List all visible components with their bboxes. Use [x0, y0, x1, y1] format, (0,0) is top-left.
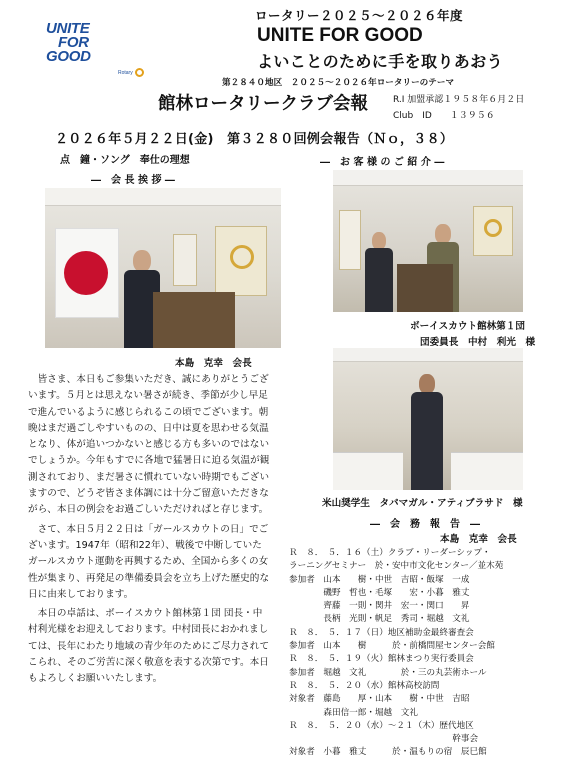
report-line: 幹事会	[289, 734, 479, 745]
lectern	[153, 292, 235, 348]
member-figure	[363, 232, 395, 312]
theme-english: UNITE FOR GOOD	[257, 25, 423, 46]
report-line: 参加者 堀越 文礼 於・三の丸芸術ホール	[289, 667, 487, 678]
report-line: 対象者 小暮 雅丈 於・温もりの宿 辰巳館	[289, 747, 487, 758]
district-theme: 第２８４０地区 ２０２５～２０２６年ロータリーのテーマ	[222, 78, 455, 88]
report-title: ２０２６年５月２２日(金) 第３２８０回例会報告（Ｎｏ，３８）	[55, 132, 454, 147]
greeting-paragraph-3: 本日の卓話は、ボーイスカウト館林第１団 団長・中村利光様をお迎えしております。中村団長におかれましては、長年にわたり地域の青少年のためにご尽力されてこられ、そのご労苦に深く敬意を表する次第です。本日もよろしくお願いいたします。	[28, 608, 270, 685]
guest-photo-1	[333, 170, 523, 312]
report-line: 齊藤 一則・関井 宏一・関口 昇	[289, 601, 470, 612]
rotary-flag	[215, 226, 267, 296]
report-line: 対象者 藤島 厚・山本 樹・中世 吉昭	[289, 694, 470, 705]
rotary-mark	[118, 68, 144, 77]
club-id: Club ID １３９５６	[393, 111, 495, 121]
table-left	[333, 452, 403, 490]
report-line: 長柄 光則・帆足 秀司・堀越 文礼	[289, 614, 470, 625]
rotary-wheel-icon	[135, 68, 144, 77]
business-report-list	[289, 547, 571, 760]
report-line: Ｒ ８． ５．１７（日）地区補助金最終審査会	[289, 627, 474, 638]
ri-approval: R.I 加盟承認１９５８年６月２日	[393, 95, 525, 105]
report-line: Ｒ ８． ５．２０（水）館林高校訪問	[289, 680, 440, 691]
logo-line-1: UNITE	[46, 20, 90, 37]
report-line: Ｒ ８． ５．２０（水）～２１（木）歴代地区	[289, 720, 474, 731]
theme-japanese: よいことのために手を取りあおう	[257, 52, 504, 71]
business-heading: ― 会 務 報 告 ―	[370, 519, 480, 530]
scholar-figure	[409, 374, 445, 490]
table-right	[451, 452, 523, 490]
business-reporter: 本島 克幸 会長	[440, 534, 517, 545]
greeting-paragraph-1: 皆さま、本日もご参集いただき、誠にありがとうございます。５月とは思えない暑さが続き、季節が少し早足で進んでいるように感じられるこの頃でございます。朝晩はまだ過ごしやすいものの、日中は夏を思わせる気温となり、体が追いつかないと感じる方も多いのではないでしょうか。今年もすでに各地で猛暑日に迫る気温が観測されており、まだ暑さに慣れていない時期でもございますので、どうぞ皆さま体調には十分ご留意いただきながら、本日の例会をお過ごしいただければと存じます。	[28, 374, 270, 516]
rotary-label: Rotary	[118, 69, 133, 76]
guest-heading: ― お 客 様 の ご 紹 介 ―	[320, 157, 445, 168]
rotary-year: ロータリー２０２５～２０２６年度	[255, 8, 464, 23]
report-line: 森田信一郎・堀越 文礼	[289, 707, 418, 718]
banner-left	[339, 210, 361, 270]
report-line: ラーニングセミナー 於・安中市文化センター／並木苑	[289, 561, 504, 572]
japan-flag	[55, 228, 119, 318]
report-line: 磯野 哲也・毛塚 宏・小暮 雅丈	[289, 587, 470, 598]
greeting-paragraph-2: さて、本日５月２２日は「ガールスカウトの日」でございます。1947年（昭和22年）、戦後で中断していたガールスカウト運動を再興するため、全国から多くの女性が集まり、再発足の準備委員会を立ち上げた歴史的な日に由来しております。	[28, 523, 270, 600]
report-line: 参加者 山本 樹・中世 吉昭・飯塚 一成	[289, 574, 470, 585]
unite-for-good-logo	[46, 22, 156, 82]
report-line: Ｒ ８． ５．１６（土）クラブ・リーダーシップ・	[289, 548, 491, 558]
president-caption: 本島 克幸 会長	[175, 358, 252, 369]
club-name: 館林ロータリークラブ会報	[158, 94, 368, 114]
guest1-caption-line2: 団委員長 中村 利光 様	[420, 337, 536, 348]
logo-line-3: GOOD	[46, 48, 91, 65]
guest1-caption-line1: ボーイスカウト館林第１団	[410, 321, 526, 332]
rotary-banner	[173, 234, 197, 286]
greeting-body	[28, 372, 270, 688]
greeting-heading: ― 会 長 挨 拶 ―	[91, 175, 175, 186]
rotary-flag	[473, 206, 513, 256]
report-line: Ｒ ８． ５．１９（火）館林まつり実行委員会	[289, 654, 474, 665]
report-line: 参加者 山本 樹 於・前橋問屋センター会館	[289, 641, 495, 652]
logo-line-2: FOR	[58, 34, 89, 51]
guest-photo-2	[333, 348, 523, 490]
guest2-caption: 米山奨学生 タパマガル・アティブラサド 様	[322, 498, 523, 509]
opening-ceremony: 点 鐘・ソング 奉仕の理想	[60, 155, 190, 166]
president-photo	[45, 188, 281, 348]
lectern	[397, 264, 453, 312]
